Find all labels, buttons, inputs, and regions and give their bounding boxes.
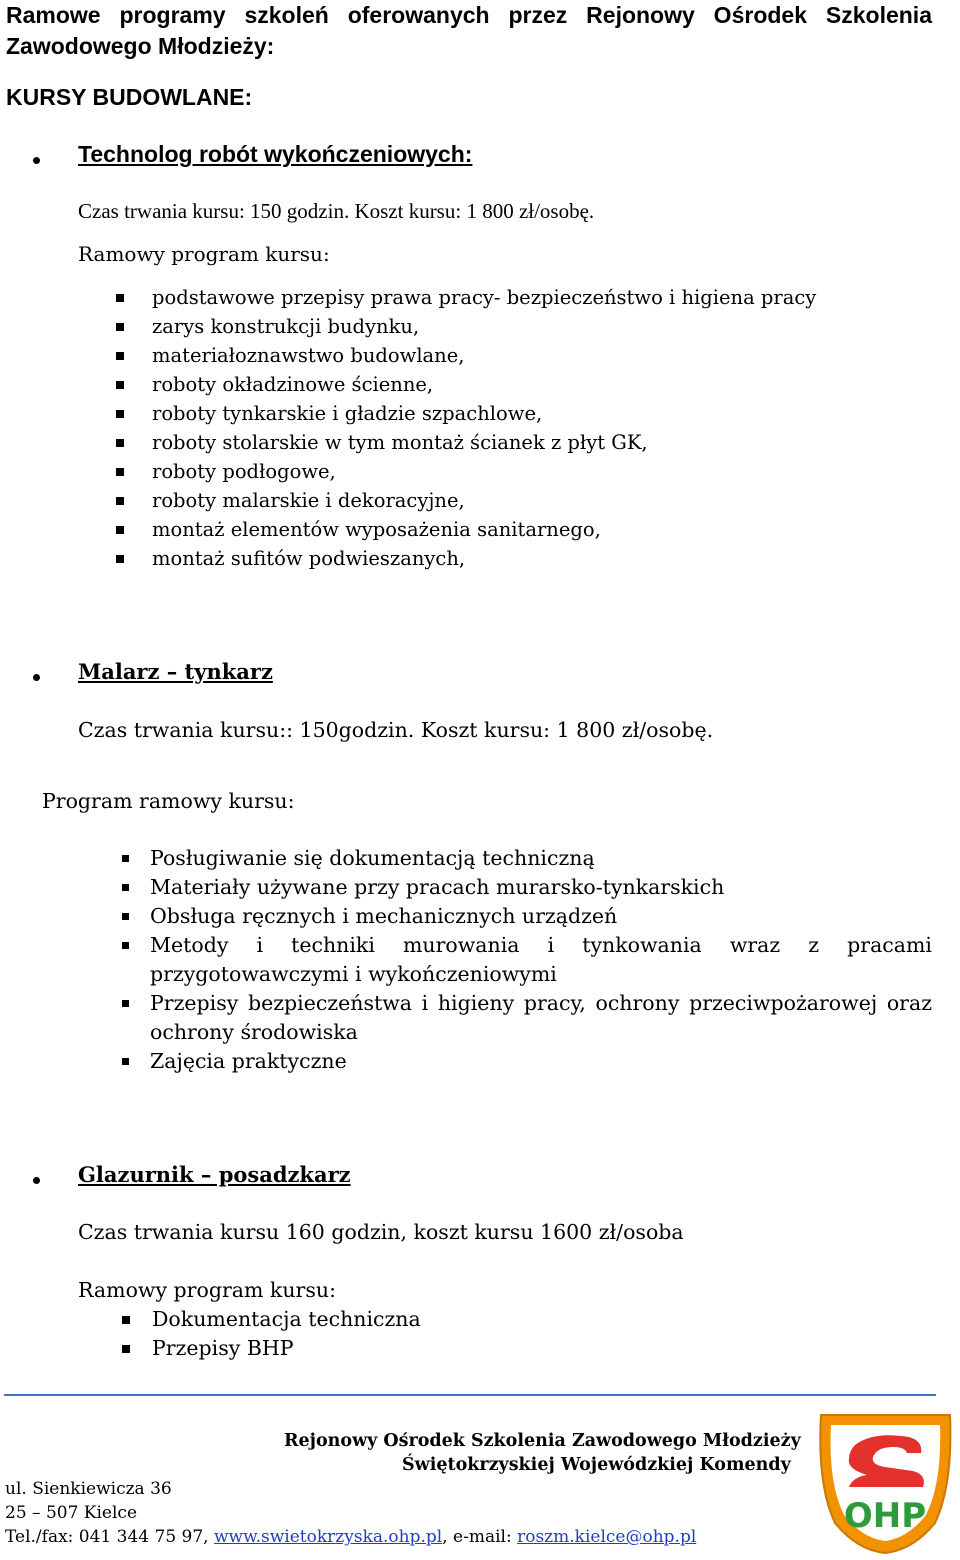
footer-contact <box>5 1527 696 1547</box>
list-item: zarys konstrukcji budynku, <box>152 315 420 338</box>
list-item: roboty stolarskie w tym montaż ścianek z płyt GK, <box>152 431 648 454</box>
footer-street: ul. Sienkiewicza 36 <box>5 1479 172 1499</box>
list-bullet <box>122 1000 129 1007</box>
course-title-3: Glazurnik – posadzkarz <box>78 1162 351 1187</box>
list-item: roboty tynkarskie i gładzie szpachlowe, <box>152 402 543 425</box>
website-link[interactable]: www.swietokrzyska.ohp.pl <box>213 1527 443 1547</box>
list-item-justified <box>150 991 932 1015</box>
course-1-duration-cost: Czas trwania kursu: 150 godzin. Koszt kursu: 1 800 zł/osobę. <box>78 199 595 223</box>
footer-org-line-2: Świętokrzyskiej Wojewódzkiej Komendy <box>402 1455 791 1475</box>
list-item: montaż elementów wyposażenia sanitarnego, <box>152 518 601 541</box>
list-bullet <box>122 884 129 891</box>
list-bullet <box>122 1316 130 1324</box>
ohp-logo-text: OHP <box>843 1496 927 1536</box>
list-item: Dokumentacja techniczna <box>152 1307 421 1331</box>
course-3-program-label: Ramowy program kursu: <box>78 1278 336 1302</box>
list-item: podstawowe przepisy prawa pracy- bezpieczeństwo i higiena pracy <box>152 286 817 309</box>
email-link[interactable]: roszm.kielce@ohp.pl <box>517 1527 697 1547</box>
footer-email-prefix: , e-mail: <box>442 1527 518 1547</box>
list-item-line: Przepisy bezpieczeństwa i higieny pracy, ochrony przeciwpożarowej oraz <box>150 991 932 1015</box>
list-item: Materiały używane przy pracach murarsko-tynkarskich <box>150 875 725 899</box>
footer-city: 25 – 507 Kielce <box>5 1503 138 1523</box>
list-bullet <box>122 855 129 862</box>
list-bullet <box>116 323 124 331</box>
list-item: Posługiwanie się dokumentacją techniczną <box>150 846 595 870</box>
ohp-logo-graphic <box>813 1405 958 1555</box>
footer-org-line-1: Rejonowy Ośrodek Szkolenia Zawodowego Młodzieży <box>284 1431 801 1451</box>
course-title-2: Malarz – tynkarz <box>78 659 273 684</box>
course-title-1: Technolog robót wykończeniowych: <box>78 141 473 167</box>
list-bullet <box>116 526 124 534</box>
list-bullet <box>122 942 129 949</box>
course-bullet <box>33 674 40 681</box>
course-2-duration-cost: Czas trwania kursu:: 150godzin. Koszt kursu: 1 800 zł/osobę. <box>78 718 714 742</box>
list-bullet <box>122 1058 129 1065</box>
list-bullet <box>116 439 124 447</box>
section-heading: KURSY BUDOWLANE: <box>6 84 253 110</box>
list-item: roboty malarskie i dekoracyjne, <box>152 489 465 512</box>
list-bullet <box>116 381 124 389</box>
page-title-line-2: Zawodowego Młodzieży: <box>6 33 275 59</box>
list-item: Obsługa ręcznych i mechanicznych urządzeń <box>150 904 618 928</box>
course-1-program-label: Ramowy program kursu: <box>78 242 330 266</box>
course-bullet <box>33 1177 40 1184</box>
list-item: materiałoznawstwo budowlane, <box>152 344 465 367</box>
list-item: Zajęcia praktyczne <box>150 1049 347 1073</box>
course-bullet <box>33 157 40 164</box>
list-item: roboty podłogowe, <box>152 460 336 483</box>
list-bullet <box>122 1345 130 1353</box>
list-bullet <box>116 468 124 476</box>
list-item: Przepisy BHP <box>152 1336 294 1360</box>
list-item-continuation: przygotowawczymi i wykończeniowymi <box>150 962 557 986</box>
list-item-line: Metody i techniki murowania i tynkowania wraz z pracami <box>150 933 932 957</box>
list-bullet <box>116 497 124 505</box>
footer-divider <box>4 1394 936 1396</box>
list-bullet <box>116 352 124 360</box>
page-title <box>6 0 932 62</box>
list-bullet <box>116 294 124 302</box>
list-item-justified <box>150 933 932 957</box>
list-bullet <box>116 410 124 418</box>
footer-phone: Tel./fax: 041 344 75 97, <box>5 1527 214 1547</box>
course-2-program-label: Program ramowy kursu: <box>42 789 295 813</box>
list-item: montaż sufitów podwieszanych, <box>152 547 466 570</box>
list-item-continuation: ochrony środowiska <box>150 1020 358 1044</box>
page-title-line-1: Ramowe programy szkoleń oferowanych przez Rejonowy Ośrodek Szkolenia <box>6 2 932 28</box>
list-item: roboty okładzinowe ścienne, <box>152 373 434 396</box>
list-bullet <box>116 555 124 563</box>
course-3-duration-cost: Czas trwania kursu 160 godzin, koszt kursu 1600 zł/osoba <box>78 1220 684 1244</box>
list-bullet <box>122 913 129 920</box>
ohp-logo <box>813 1405 958 1555</box>
